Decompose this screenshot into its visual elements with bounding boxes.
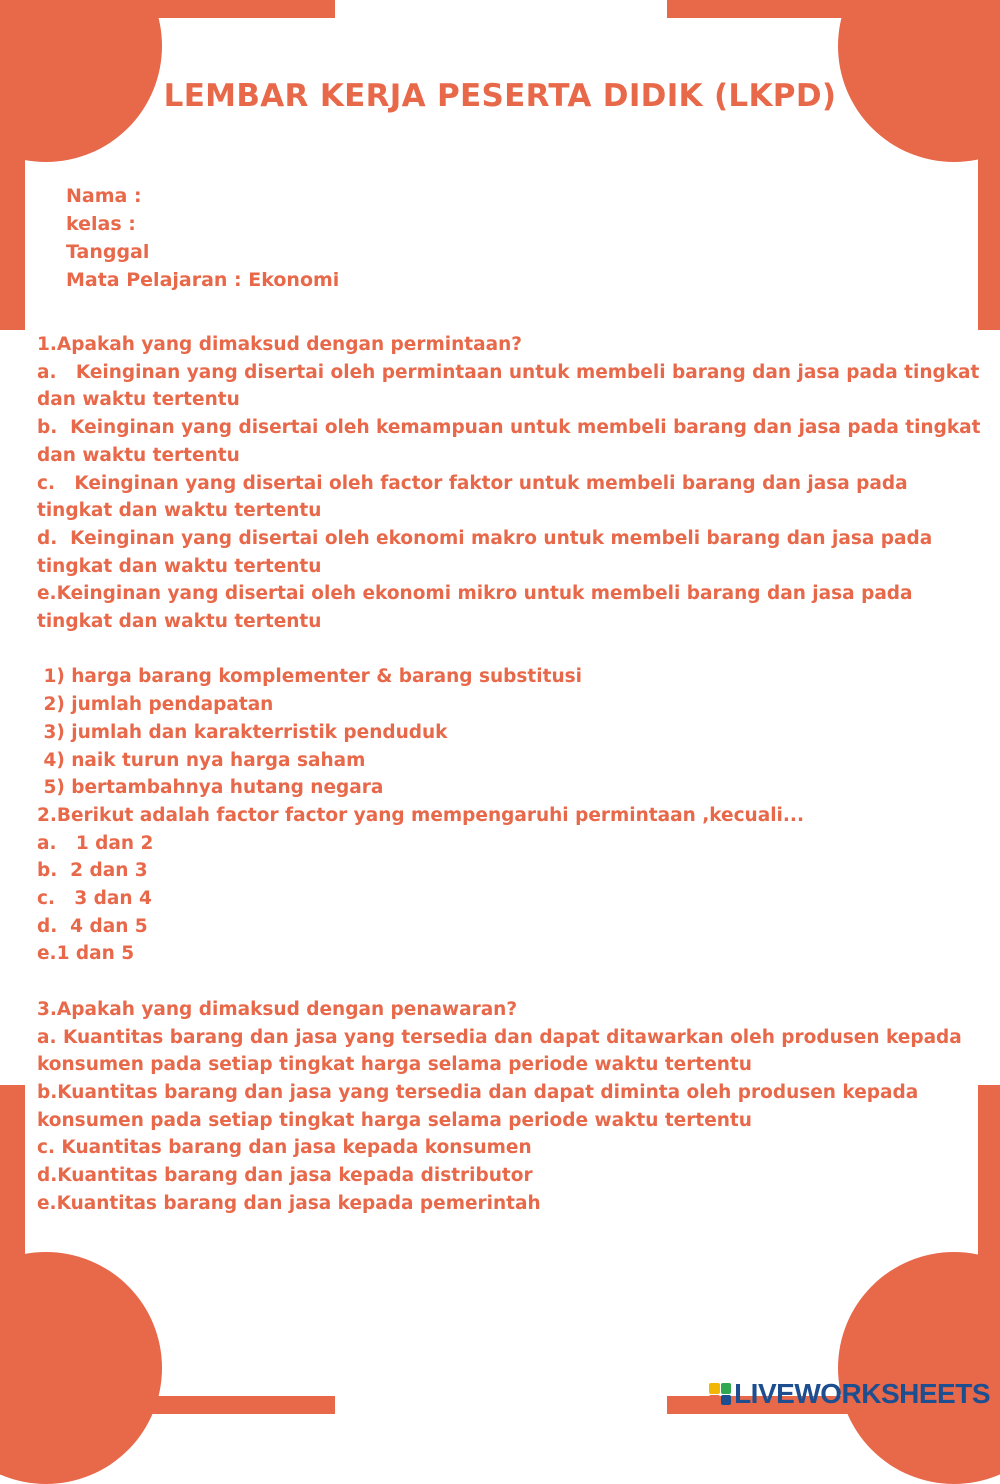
question-1-option-c: c. Keinginan yang disertai oleh factor faktor untuk membeli barang dan jasa pada tingkat dan waktu tertentu — [37, 472, 915, 522]
question-3-option-b: b.Kuantitas barang dan jasa yang tersedia dan dapat diminta oleh produsen kepada konsumen pada setiap tingkat harga selama periode waktu tertentu — [37, 1081, 925, 1131]
name-field-label: Nama : — [66, 185, 142, 207]
question-3-option-c: c. Kuantitas barang dan jasa kepada konsumen — [37, 1137, 532, 1159]
question-2-option-e: e.1 dan 5 — [37, 943, 135, 965]
worksheet-content — [37, 331, 987, 1217]
subject-field-label: Mata Pelajaran : Ekonomi — [66, 269, 340, 291]
question-1-option-b: b. Keinginan yang disertai oleh kemampuan untuk membeli barang dan jasa pada tingkat dan waktu tertentu — [37, 417, 987, 466]
question-2-text: 2.Berikut adalah factor factor yang mempengaruhi permintaan ,kecuali... — [37, 804, 804, 826]
watermark-text: LIVEWORKSHEETS — [734, 1378, 990, 1409]
liveworksheets-watermark — [709, 1378, 990, 1410]
question-1-text: 1.Apakah yang dimaksud dengan permintaan? — [37, 334, 522, 355]
question-2-statement-5: 5) bertambahnya hutang negara — [37, 777, 384, 799]
page-title: LEMBAR KERJA PESERTA DIDIK (LKPD) — [163, 78, 837, 114]
question-1-option-a: a. Keinginan yang disertai oleh permintaan untuk membeli barang dan jasa pada tingkat dan waktu tertentu — [37, 361, 986, 411]
student-info — [66, 182, 339, 294]
question-2-statement-3: 3) jumlah dan karakterristik penduduk — [37, 721, 448, 743]
question-3-option-e: e.Kuantitas barang dan jasa kepada pemerintah — [37, 1192, 541, 1214]
question-1-option-e: e.Keinginan yang disertai oleh ekonomi mikro untuk membeli barang dan jasa pada tingkat dan waktu tertentu — [37, 583, 919, 633]
question-1-option-d: d. Keinginan yang disertai oleh ekonomi makro untuk membeli barang dan jasa pada tingkat dan waktu tertentu — [37, 527, 939, 577]
question-2-statement-1: 1) harga barang komplementer & barang substitusi — [37, 666, 582, 688]
question-3-option-d: d.Kuantitas barang dan jasa kepada distributor — [37, 1165, 533, 1187]
corner-circle-bottom-left — [0, 1252, 162, 1484]
liveworksheets-logo-icon — [709, 1383, 731, 1405]
question-2-statement-2: 2) jumlah pendapatan — [37, 694, 274, 716]
question-3-text: 3.Apakah yang dimaksud dengan penawaran? — [37, 998, 518, 1020]
question-2-statement-4: 4) naik turun nya harga saham — [37, 749, 366, 771]
question-2-option-c: c. 3 dan 4 — [37, 888, 152, 910]
class-field-label: kelas : — [66, 213, 136, 235]
question-3-option-a: a. Kuantitas barang dan jasa yang tersedia dan dapat ditawarkan oleh produsen kepada konsumen pada setiap tingkat harga selama periode waktu tertentu — [37, 1026, 969, 1076]
corner-circle-bottom-right — [838, 1252, 1000, 1484]
date-field-label: Tanggal — [66, 241, 150, 263]
question-2-option-b: b. 2 dan 3 — [37, 860, 148, 882]
question-2-option-d: d. 4 dan 5 — [37, 915, 148, 937]
question-2-option-a: a. 1 dan 2 — [37, 832, 154, 854]
